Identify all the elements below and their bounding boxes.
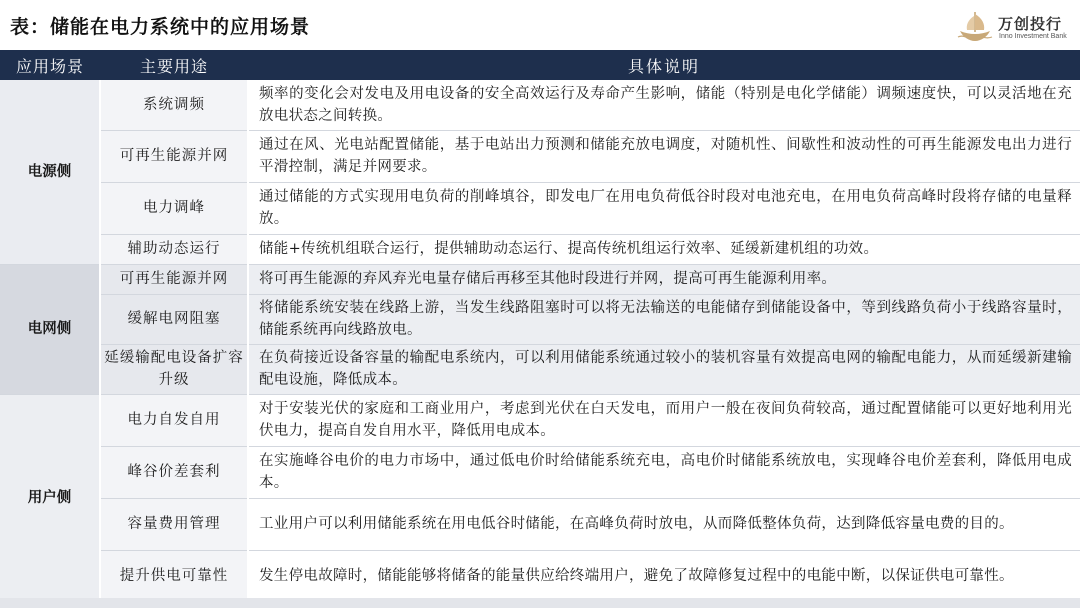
usage-cell: 电力自发自用 xyxy=(100,394,248,446)
header-scenario: 应用场景 xyxy=(0,50,100,80)
logo-name-cn: 万创投行 xyxy=(998,15,1063,33)
usage-cell: 缓解电网阻塞 xyxy=(100,294,248,344)
description-cell: 频率的变化会对发电及用电设备的安全高效运行及寿命产生影响，储能（特别是电化学储能）调频速度快，可以灵活地在充放电状态之间转换。 xyxy=(248,80,1080,130)
group-user-side: 用户侧 xyxy=(0,394,100,602)
usage-cell: 辅助动态运行 xyxy=(100,234,248,264)
table-row xyxy=(0,446,1080,498)
description-cell: 将可再生能源的弃风弃光电量存储后再移至其他时段进行并网，提高可再生能源利用率。 xyxy=(248,264,1080,294)
group-power-side: 电源侧 xyxy=(0,80,100,264)
header-description: 具体说明 xyxy=(248,50,1080,80)
table-header-row xyxy=(0,50,1080,80)
table-row xyxy=(0,234,1080,264)
table-row xyxy=(0,182,1080,234)
header-usage: 主要用途 xyxy=(100,50,248,80)
table-row xyxy=(0,264,1080,294)
description-cell: 对于安装光伏的家庭和工商业用户，考虑到光伏在白天发电，而用户一般在夜间负荷较高，通过配置储能可以更好地利用光伏电力，提高自发自用水平，降低用电成本。 xyxy=(248,394,1080,446)
usage-cell: 电力调峰 xyxy=(100,182,248,234)
table-row xyxy=(0,130,1080,182)
usage-cell: 提升供电可靠性 xyxy=(100,550,248,602)
description-cell: 储能+传统机组联合运行，提供辅助动态运行、提高传统机组运行效率、延缓新建机组的功效。 xyxy=(248,234,1080,264)
ship-sail-logo-icon xyxy=(956,10,994,44)
description-cell: 通过储能的方式实现用电负荷的削峰填谷，即发电厂在用电负荷低谷时段对电池充电，在用电负荷高峰时段将存储的电量释放。 xyxy=(248,182,1080,234)
footer-band xyxy=(0,598,1080,608)
description-cell: 在实施峰谷电价的电力市场中，通过低电价时给储能系统充电，高电价时储能系统放电，实现峰谷电价差套利，降低用电成本。 xyxy=(248,446,1080,498)
description-cell: 工业用户可以利用储能系统在用电低谷时储能，在高峰负荷时放电，从而降低整体负荷，达到降低容量电费的目的。 xyxy=(248,498,1080,550)
usage-cell: 系统调频 xyxy=(100,80,248,130)
usage-cell: 峰谷价差套利 xyxy=(100,446,248,498)
table-row xyxy=(0,394,1080,446)
table-row xyxy=(0,344,1080,394)
company-logo xyxy=(956,8,1074,48)
description-cell: 通过在风、光电站配置储能，基于电站出力预测和储能充放电调度，对随机性、间歇性和波动性的可再生能源发电出力进行平滑控制，满足并网要求。 xyxy=(248,130,1080,182)
table-row xyxy=(0,498,1080,550)
table-row xyxy=(0,550,1080,602)
table-row xyxy=(0,80,1080,130)
usage-cell: 可再生能源并网 xyxy=(100,264,248,294)
description-cell: 在负荷接近设备容量的输配电系统内，可以利用储能系统通过较小的装机容量有效提高电网的输配电能力，从而延缓新建输配电设施，降低成本。 xyxy=(248,344,1080,394)
description-cell: 发生停电故障时，储能能够将储备的能量供应给终端用户，避免了故障修复过程中的电能中断，以保证供电可靠性。 xyxy=(248,550,1080,602)
usage-cell: 可再生能源并网 xyxy=(100,130,248,182)
usage-cell: 延缓输配电设备扩容升级 xyxy=(100,344,248,394)
logo-name-en: Inno Investment Bank xyxy=(999,33,1067,40)
group-grid-side: 电网侧 xyxy=(0,264,100,394)
description-cell: 将储能系统安装在线路上游，当发生线路阻塞时可以将无法输送的电能储存到储能设备中，等到线路负荷小于线路容量时，储能系统再向线路放电。 xyxy=(248,294,1080,344)
application-scenarios-table xyxy=(0,50,1080,603)
usage-cell: 容量费用管理 xyxy=(100,498,248,550)
table-row xyxy=(0,294,1080,344)
page-title: 表：储能在电力系统中的应用场景 xyxy=(10,16,311,38)
